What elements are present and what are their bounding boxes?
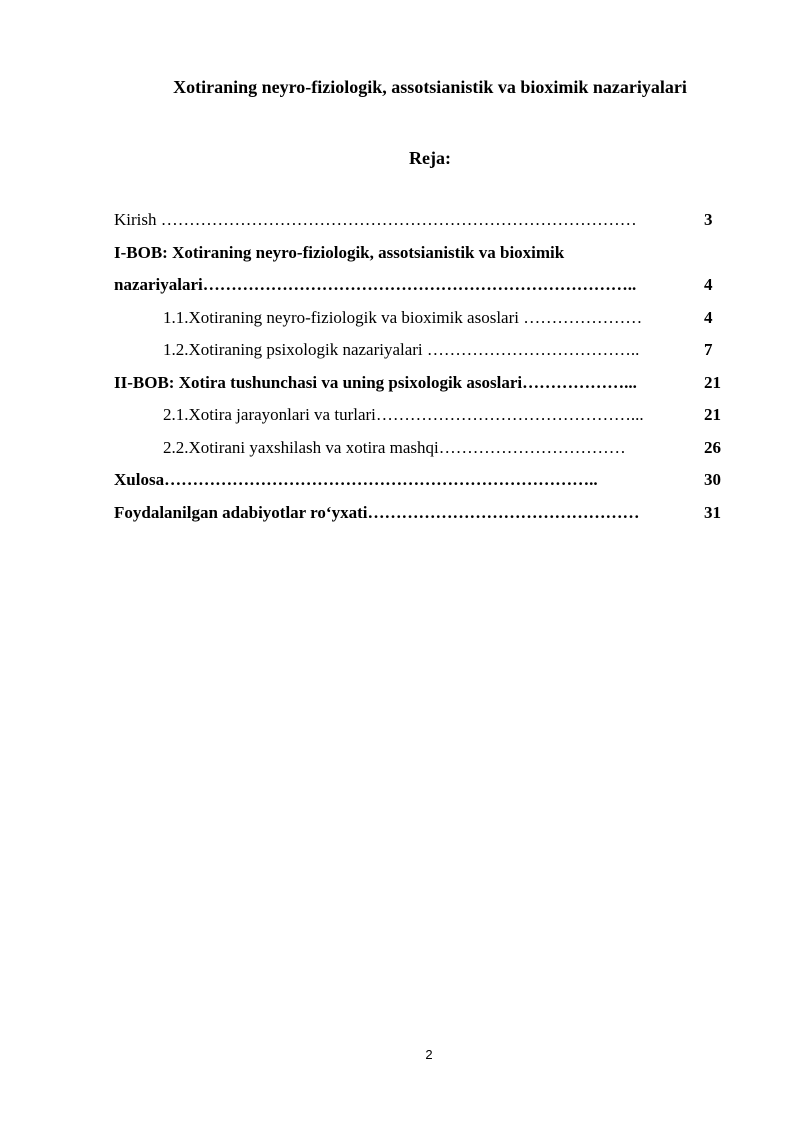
toc-row-chapter-2 bbox=[114, 370, 734, 403]
toc-row-chapter-1-line-2 bbox=[114, 272, 734, 305]
toc-row-introduction bbox=[114, 207, 734, 240]
toc-entry-label: 2.1.Xotira jarayonlari va turlari………………………………………... bbox=[163, 405, 644, 424]
toc-page-number: 31 bbox=[704, 502, 721, 522]
document-title: Xotiraning neyro-fiziologik, assotsianistik va bioximik nazariyalari bbox=[173, 77, 687, 97]
plan-heading: Reja: bbox=[409, 148, 451, 168]
toc-entry-label: 1.2.Xotiraning psixologik nazariyalari ……………………………….. bbox=[163, 340, 640, 359]
toc-row-conclusion bbox=[114, 467, 734, 500]
toc-entry-label: Kirish ………………………………………………………………………… bbox=[114, 210, 637, 229]
toc-row-section-2-2 bbox=[114, 435, 734, 468]
toc-row-references bbox=[114, 500, 734, 533]
toc-row-section-2-1 bbox=[114, 402, 734, 435]
toc-page-number: 7 bbox=[704, 340, 713, 359]
toc-row-section-1-1 bbox=[114, 305, 734, 338]
toc-entry-label: 1.1.Xotiraning neyro-fiziologik va bioximik asoslari ………………… bbox=[163, 307, 643, 327]
toc-row-chapter-1-line-1 bbox=[114, 240, 734, 273]
toc-page-number: 21 bbox=[704, 405, 721, 424]
page-number: 2 bbox=[425, 1047, 433, 1062]
toc-entry-label: Xulosa………………………………………………………………….. bbox=[114, 470, 598, 489]
table-of-contents bbox=[114, 207, 734, 532]
toc-entry-label: nazariyalari………………………………………………………………….. bbox=[114, 275, 637, 294]
toc-page-number: 26 bbox=[704, 437, 721, 457]
toc-page-number: 4 bbox=[704, 275, 713, 294]
toc-entry-label: I-BOB: Xotiraning neyro-fiziologik, assotsianistik va bioximik bbox=[114, 242, 565, 262]
toc-page-number: 30 bbox=[704, 470, 721, 489]
toc-entry-label: II-BOB: Xotira tushunchasi va uning psixologik asoslari………………... bbox=[114, 372, 637, 392]
toc-page-number: 21 bbox=[704, 372, 721, 392]
toc-page-number: 3 bbox=[704, 210, 713, 229]
toc-entry-label: 2.2.Xotirani yaxshilash va xotira mashqi…………………………… bbox=[163, 437, 626, 457]
toc-page-number: 4 bbox=[704, 307, 713, 327]
toc-entry-label: Foydalanilgan adabiyotlar ro‘yxati………………………………………… bbox=[114, 502, 640, 522]
toc-row-section-1-2 bbox=[114, 337, 734, 370]
